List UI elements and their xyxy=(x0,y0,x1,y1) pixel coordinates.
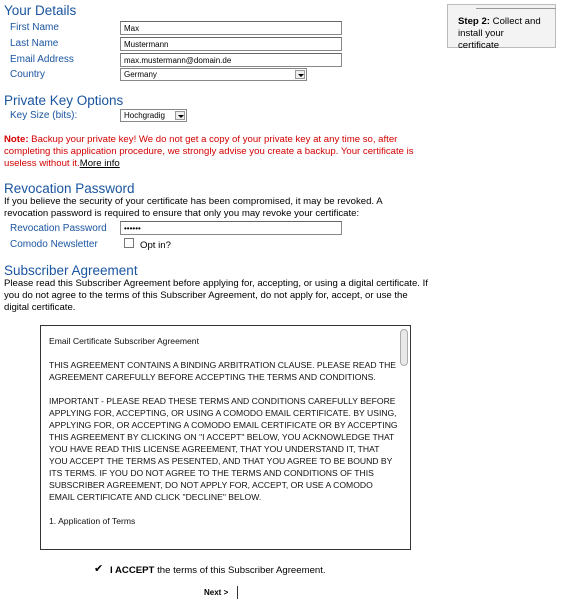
first-name-field[interactable] xyxy=(120,21,342,35)
revocation-password-label: Revocation Password xyxy=(10,223,107,234)
agreement-text: Email Certificate Subscriber Agreement THIS AGREEMENT CONTAINS A BINDING ARBITRATION CLAUSE. PLEASE READ THE AGREEMENT CAREFULLY BEFORE ACCEPTING THE TERMS AND CONDITIONS. IMPORTANT - PLEASE READ THESE TERMS AND CONDITIONS CAREFULLY BEFORE APPLYING FOR, ACCEPTING, OR USING A COMODO EMAIL CERTIFICATE. BY USING, APPLYING FOR, OR ACCEPTING A COMODO EMAIL CERTIFICATE OR BY ACCEPTING THIS AGREEMENT BY CLICKING ON "I ACCEPT" BELOW, YOU ACKNOWLEDGE THAT YOU HAVE READ THIS LICENSE AGREEMENT, THAT YOU UNDERSTAND IT, THAT YOU ACCEPT THE TERMS AS PESENTED, AND THAT YOU AGREE TO BE BOUND BY ITS TERMS. IF YOU DO NOT AGREE TO THE TERMS AND CONDITIONS OF THIS SUBSCRIBER AGREEMENT, DO NOT APPLY FOR, ACCEPT, OR USE A COMODO EMAIL CERTIFICATE AND CLICK "DECLINE" BELOW. 1. Application of Terms xyxy=(49,336,398,526)
step-label: Step 2: xyxy=(458,16,490,27)
accept-row xyxy=(94,564,326,577)
last-name-label: Last Name xyxy=(10,38,59,49)
country-label: Country xyxy=(10,69,46,80)
first-name-label: First Name xyxy=(10,22,59,33)
key-size-label: Key Size (bits): xyxy=(10,110,78,121)
your-details-heading: Your Details xyxy=(4,3,77,18)
private-key-heading: Private Key Options xyxy=(4,93,124,108)
revocation-password-field[interactable] xyxy=(120,221,342,235)
more-info-link[interactable]: More info xyxy=(79,158,120,169)
chevron-down-icon[interactable] xyxy=(175,111,185,120)
accept-checkbox[interactable]: ✔ xyxy=(94,563,104,575)
key-size-select[interactable] xyxy=(120,109,187,122)
accept-rest: the terms of this Subscriber Agreement. xyxy=(154,565,326,576)
newsletter-option-label: Opt in? xyxy=(140,240,171,251)
agreement-scrollbar[interactable] xyxy=(400,329,408,546)
note-prefix: Note: xyxy=(4,134,29,145)
email-label: Email Address xyxy=(10,54,74,65)
subscriber-description: Please read this Subscriber Agreement before applying for, accepting, or using a digital certificate. If you do not agree to the terms of this Subscriber Agreement, do not apply for, accept, or use the digital certificate. xyxy=(4,278,428,313)
chevron-down-icon[interactable] xyxy=(295,70,305,79)
last-name-field[interactable] xyxy=(120,37,342,51)
email-field[interactable] xyxy=(120,53,342,67)
accept-label xyxy=(110,565,326,576)
subscriber-heading: Subscriber Agreement xyxy=(4,263,138,278)
newsletter-label: Comodo Newsletter xyxy=(10,239,98,250)
next-button[interactable]: Next > xyxy=(198,586,238,599)
revocation-heading: Revocation Password xyxy=(4,181,135,196)
note-text: Backup your private key! We do not get a copy of your private key at any time so, after completing this application procedure, we strongly advise you create a backup. Your certificate is useless without it. xyxy=(4,134,414,169)
agreement-textbox[interactable] xyxy=(40,325,411,550)
country-select-value: Germany xyxy=(124,70,157,79)
newsletter-checkbox[interactable] xyxy=(124,238,134,248)
step-sidebar xyxy=(447,4,556,51)
revocation-description: If you believe the security of your certificate has been compromised, it may be revoked. A revocation password is required to ensure that only you may revoke your certificate: xyxy=(4,196,383,219)
accept-strong: I ACCEPT xyxy=(110,565,155,576)
step-text: Collect and install your certificate xyxy=(458,16,541,51)
country-select[interactable] xyxy=(120,68,307,81)
key-size-select-value: Hochgradig xyxy=(124,111,165,120)
scrollbar-thumb[interactable] xyxy=(400,329,408,366)
backup-note xyxy=(4,134,424,170)
